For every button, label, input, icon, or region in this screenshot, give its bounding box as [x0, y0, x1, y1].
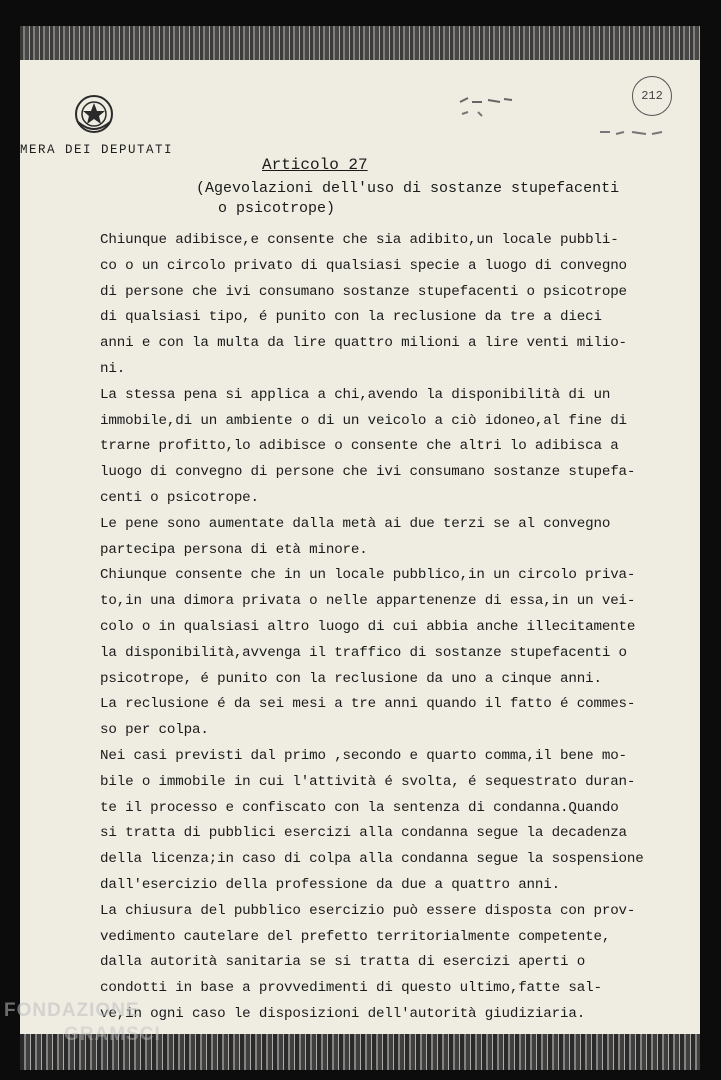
body-line: bile o immobile in cui l'attività é svolta, é sequestrato duran-: [100, 773, 636, 790]
chamber-header: MERA DEI DEPUTATI: [20, 143, 174, 157]
body-line: Chiunque adibisce,e consente che sia adibito,un locale pubbli-: [100, 232, 619, 248]
body-line: La reclusione é da sei mesi a tre anni quando il fatto é commes-: [100, 696, 636, 713]
body-line: condotti in base a provvedimenti di questo ultimo,fatte sal-: [100, 980, 602, 997]
body-line: centi o psicotrope.: [100, 489, 259, 506]
republic-emblem-icon: [72, 92, 116, 136]
body-line: Nei casi previsti dal primo ,secondo e quarto comma,il bene mo-: [100, 747, 627, 764]
article-title: Articolo 27: [262, 156, 368, 174]
body-line: Le pene sono aumentate dalla metà ai due terzi se al convegno: [100, 515, 611, 532]
document-page: [20, 26, 700, 1070]
body-line: colo o in qualsiasi altro luogo di cui abbia anche illecitamente: [100, 618, 636, 635]
body-line: La chiusura del pubblico esercizio può essere disposta con prov-: [100, 902, 636, 919]
body-line: luogo di convegno di persone che ivi consumano sostanze stupefa-: [100, 464, 636, 481]
article-subtitle: [196, 179, 676, 219]
body-line: psicotrope, é punito con la reclusione da uno a cinque anni.: [100, 670, 602, 687]
scan-border-top: [20, 26, 700, 60]
body-line: dalla autorità sanitaria se si tratta di esercizi aperti o: [100, 954, 586, 971]
body-line: La stessa pena si applica a chi,avendo la disponibilità di un: [100, 386, 611, 403]
body-line: co o un circolo privato di qualsiasi specie a luogo di convegno: [100, 257, 627, 274]
body-line: so per colpa.: [100, 722, 209, 739]
watermark-text: FONDAZIONE: [4, 1000, 140, 1021]
body-line: immobile,di un ambiente o di un veicolo a ciò idoneo,al fine di: [100, 412, 627, 429]
body-line: ve,in ogni caso le disposizioni dell'autorità giudiziaria.: [100, 1005, 586, 1022]
body-line: to,in una dimora privata o nelle appartenenze di essa,in un vei-: [100, 593, 636, 610]
body-line: Chiunque consente che in un locale pubblico,in un circolo priva-: [100, 567, 636, 584]
body-line: te il processo e confiscato con la sentenza di condanna.Quando: [100, 799, 619, 816]
body-line: la disponibilità,avvenga il traffico di sostanze stupefacenti o: [100, 644, 627, 661]
body-line: di persone che ivi consumano sostanze stupefacenti o psicotrope: [100, 283, 627, 300]
subtitle-line: o psicotrope): [218, 200, 336, 217]
article-body: [100, 228, 680, 1028]
body-line: ni.: [100, 360, 126, 377]
page-number-stamp: 212: [632, 76, 672, 116]
body-line: partecipa persona di età minore.: [100, 541, 368, 558]
body-line: anni e con la multa da lire quattro milioni a lire venti milio-: [100, 335, 627, 352]
body-line: dall'esercizio della professione da due a quattro anni.: [100, 876, 561, 893]
body-line: trarne profitto,lo adibisce o consente che altri lo adibisca a: [100, 438, 619, 455]
body-line: della licenza;in caso di colpa alla condanna segue la sospensione: [100, 851, 644, 868]
watermark-text: GRAMSCI: [64, 1024, 161, 1045]
body-line: vedimento cautelare del prefetto territorialmente competente,: [100, 928, 611, 945]
body-line: di qualsiasi tipo, é punito con la reclusione da tre a dieci: [100, 309, 602, 326]
subtitle-line: (Agevolazioni dell'uso di sostanze stupefacenti: [196, 180, 620, 197]
body-line: si tratta di pubblici esercizi alla condanna segue la decadenza: [100, 825, 627, 842]
